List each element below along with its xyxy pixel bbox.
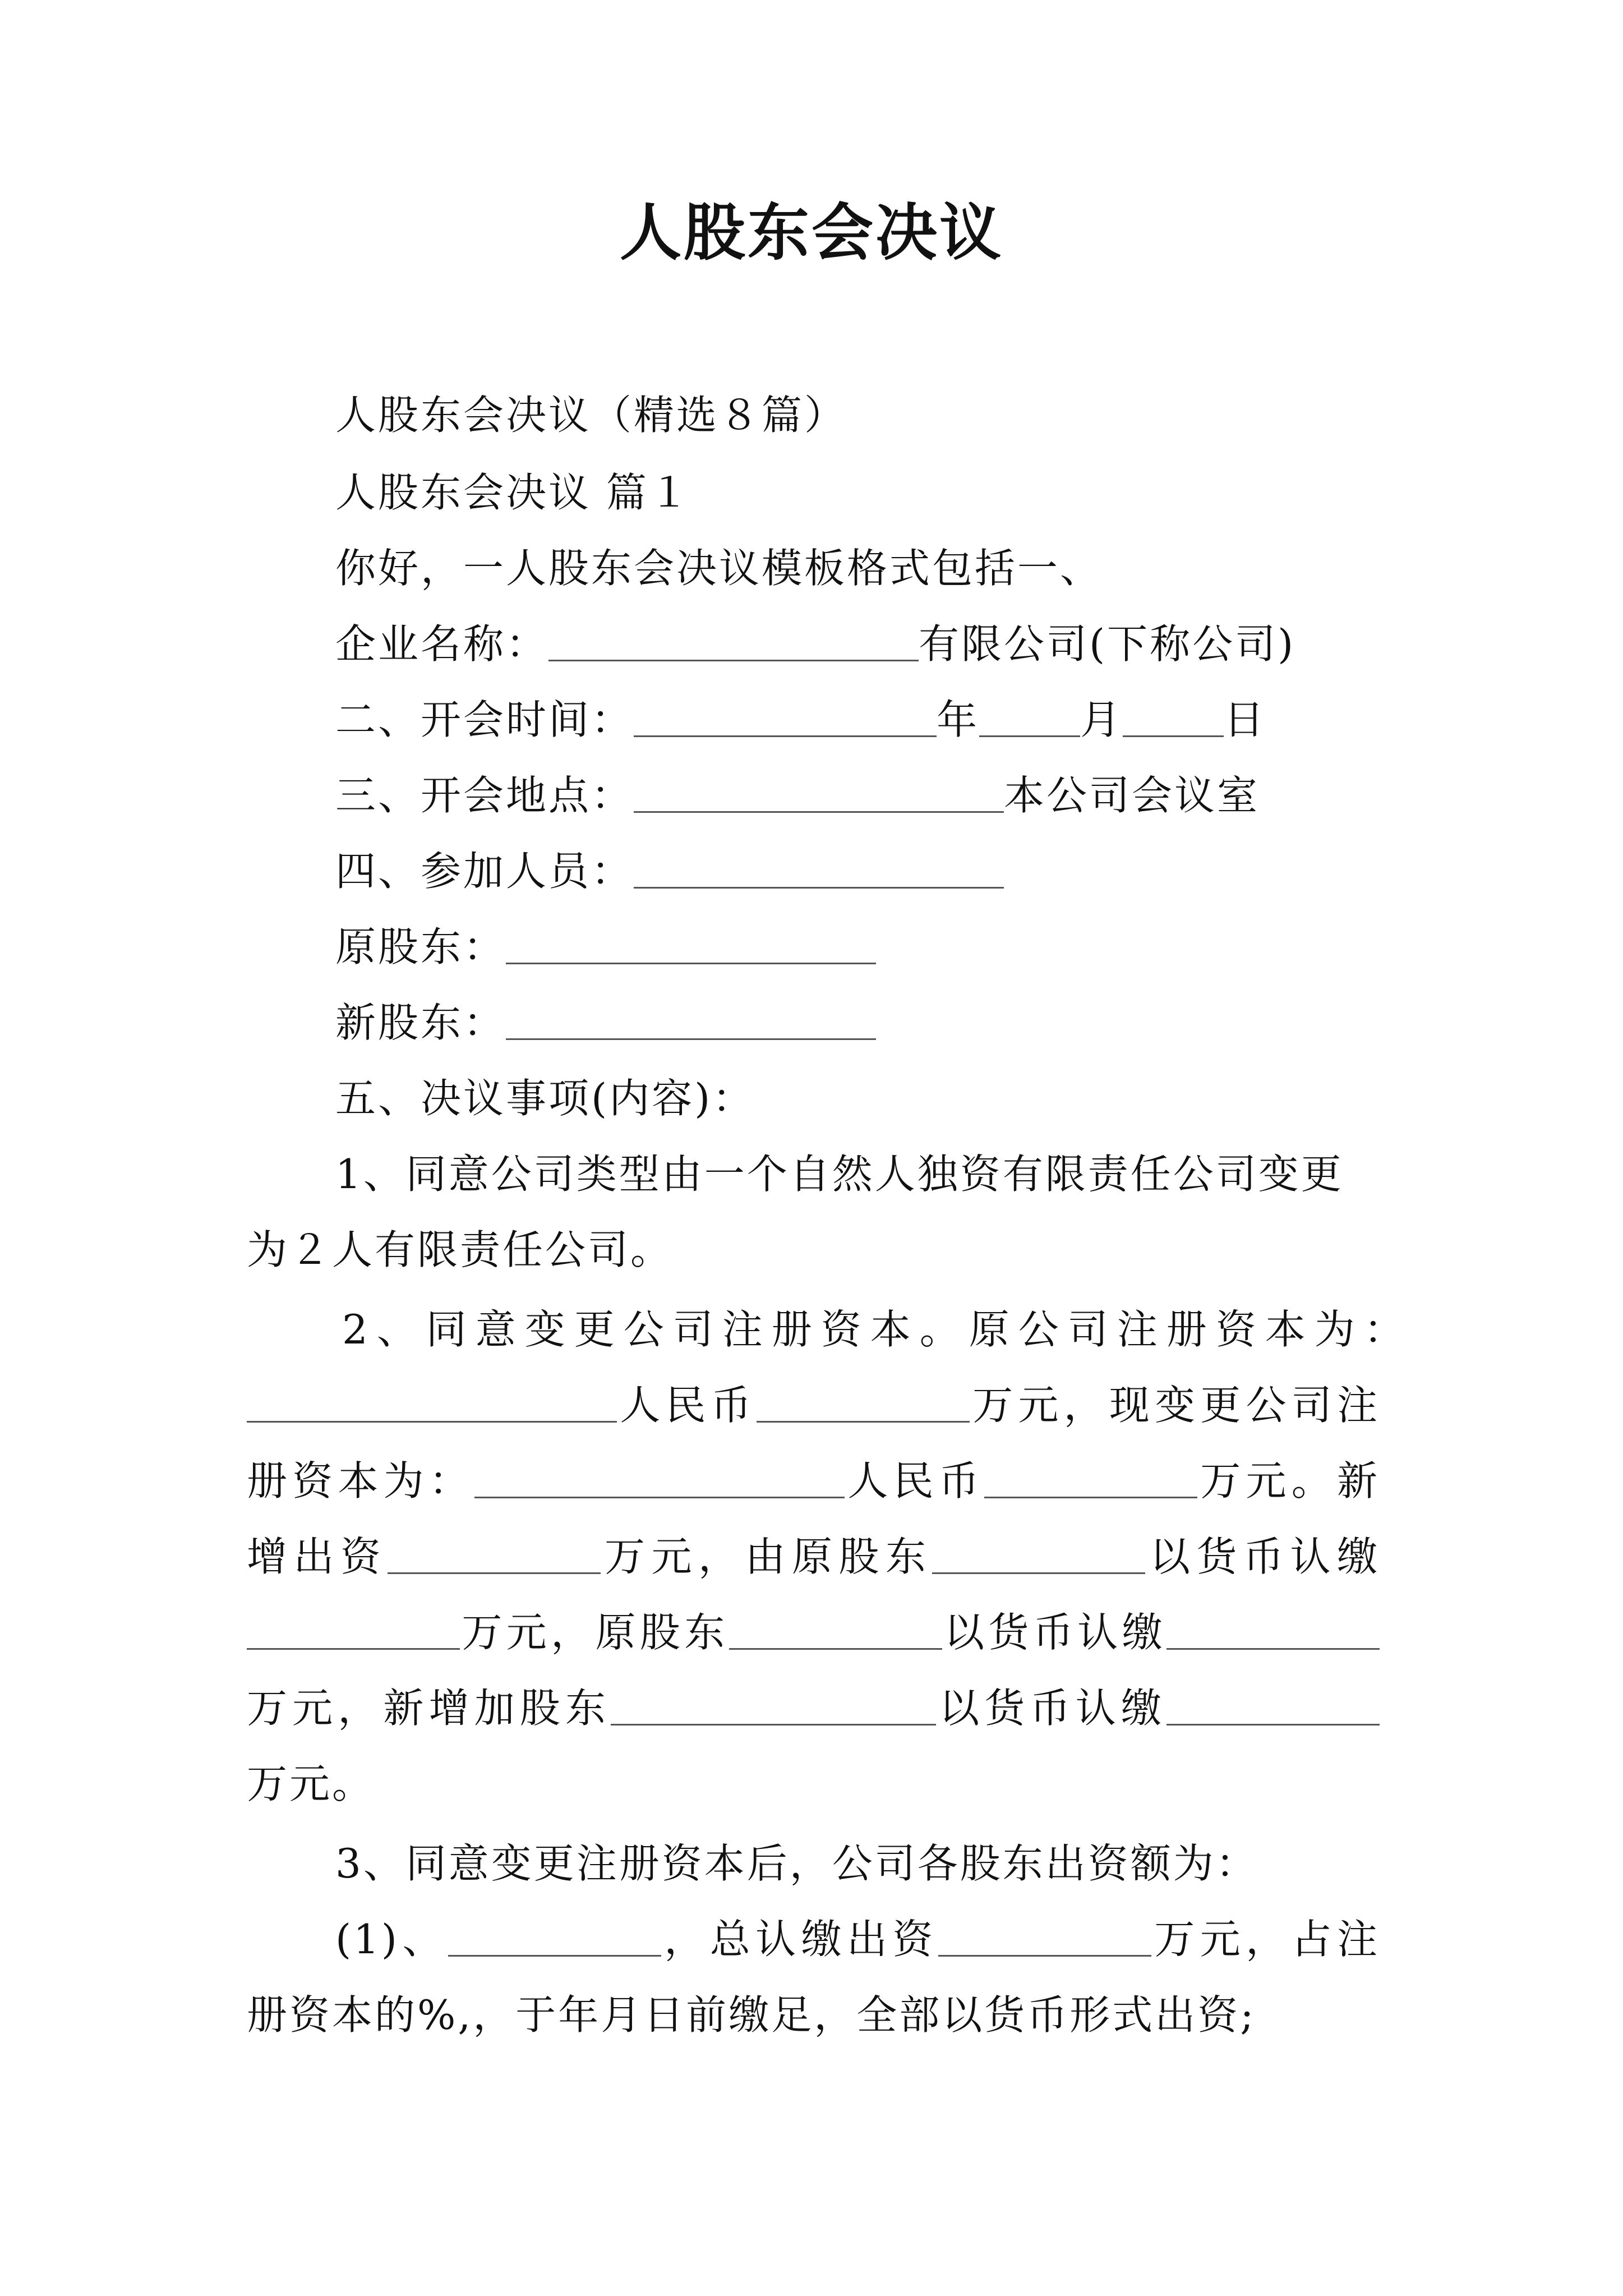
new-shareholder-row — [335, 989, 876, 1056]
section-heading: 人股东会决议 篇１ — [335, 469, 691, 516]
place-label: 三、开会地点： — [335, 772, 634, 819]
rmb-label-2: 人民币 — [845, 1457, 985, 1504]
item1-line2: 为２人有限责任公司。 — [247, 1226, 674, 1273]
month-label: 月 — [1080, 696, 1123, 743]
subscribe-amount-a-blank — [247, 1608, 460, 1650]
sub1-suffix: 万元，占注 — [1151, 1916, 1380, 1963]
time-label: 二、开会时间： — [335, 696, 634, 743]
new-shareholder-blank — [506, 998, 876, 1040]
wan-new-label: 万元。新 — [1197, 1457, 1380, 1504]
original-shareholder-b-blank — [729, 1608, 942, 1650]
document-title: 人股东会决议 — [620, 196, 1003, 269]
intro-line: 你好，一人股东会决议模板格式包括一、 — [335, 545, 1103, 592]
place-suffix: 本公司会议室 — [1004, 772, 1260, 819]
sub1-amount-blank — [938, 1915, 1151, 1957]
company-name-row — [335, 610, 1295, 678]
item2-line6 — [247, 1674, 1380, 1742]
company-name-blank — [548, 619, 919, 661]
attendees-label: 四、参加人员： — [335, 848, 634, 895]
new-added-shareholder-blank — [611, 1683, 936, 1726]
attendees-blank — [634, 846, 1004, 889]
new-capital-blank — [474, 1456, 845, 1498]
change-text: 万元，现变更公司注 — [969, 1382, 1380, 1429]
item3: 3、同意变更注册资本后，公司各股东出资额为： — [335, 1840, 1258, 1887]
sub1-shareholder-blank — [448, 1915, 661, 1957]
rmb-label-1: 人民币 — [617, 1382, 757, 1429]
original-rmb-blank — [757, 1381, 970, 1423]
attendees-row — [335, 838, 1004, 905]
add-capital-label: 增出资 — [247, 1533, 388, 1580]
original-shareholder-row — [335, 913, 876, 981]
cash-subscribe-label-3: 以货币认缴 — [936, 1685, 1166, 1732]
original-shareholder-a-blank — [932, 1532, 1145, 1574]
item2-line2 — [247, 1372, 1380, 1439]
sub1-line2: 册资本的%,，于年月日前缴足，全部以货币形式出资; — [247, 1991, 1256, 2039]
item2-line5 — [247, 1599, 1380, 1666]
company-label: 企业名称： — [335, 620, 549, 668]
subscribe-amount-b-blank — [1166, 1608, 1380, 1650]
item1-line1: 1、同意公司类型由一个自然人独资有限责任公司变更 — [335, 1151, 1344, 1198]
new-rmb-blank — [984, 1456, 1197, 1498]
day-blank — [1123, 695, 1224, 737]
subtitle: 人股东会决议（精选８篇） — [335, 392, 847, 439]
place-blank — [634, 771, 1004, 813]
sub1-prefix: (1)、 — [335, 1916, 448, 1963]
year-blank — [634, 695, 937, 737]
month-blank — [979, 695, 1080, 737]
company-suffix: 有限公司(下称公司) — [919, 620, 1296, 668]
matters-label: 五、决议事项(内容)： — [335, 1075, 755, 1122]
item2-line7: 万元。 — [247, 1760, 375, 1807]
original-shareholder-blank — [506, 922, 876, 964]
wan-original-label: 万元，原股东 — [460, 1609, 729, 1656]
original-capital-blank — [247, 1381, 617, 1423]
add-capital-blank — [388, 1532, 601, 1574]
year-label: 年 — [937, 696, 980, 743]
meeting-place-row — [335, 762, 1260, 829]
new-added-label: 万元，新增加股东 — [247, 1685, 611, 1732]
item2-line1: 2、同意变更公司注册资本。原公司注册资本为： — [342, 1306, 1413, 1353]
new-shareholder-label: 新股东： — [335, 999, 506, 1046]
reg-capital-label: 册资本为： — [247, 1457, 475, 1504]
sub1-mid: ，总认缴出资 — [661, 1916, 938, 1963]
cash-subscribe-label-1: 以货币认缴 — [1145, 1533, 1380, 1580]
item2-line4 — [247, 1523, 1380, 1590]
item2-line3 — [247, 1447, 1380, 1515]
day-label: 日 — [1224, 696, 1267, 743]
subscribe-amount-c-blank — [1166, 1683, 1380, 1726]
by-original-label: 万元，由原股东 — [600, 1533, 933, 1580]
meeting-time-row — [335, 686, 1266, 753]
original-shareholder-label: 原股东： — [335, 923, 506, 970]
sub1-line1 — [335, 1906, 1380, 1973]
cash-subscribe-label-2: 以货币认缴 — [942, 1609, 1166, 1656]
